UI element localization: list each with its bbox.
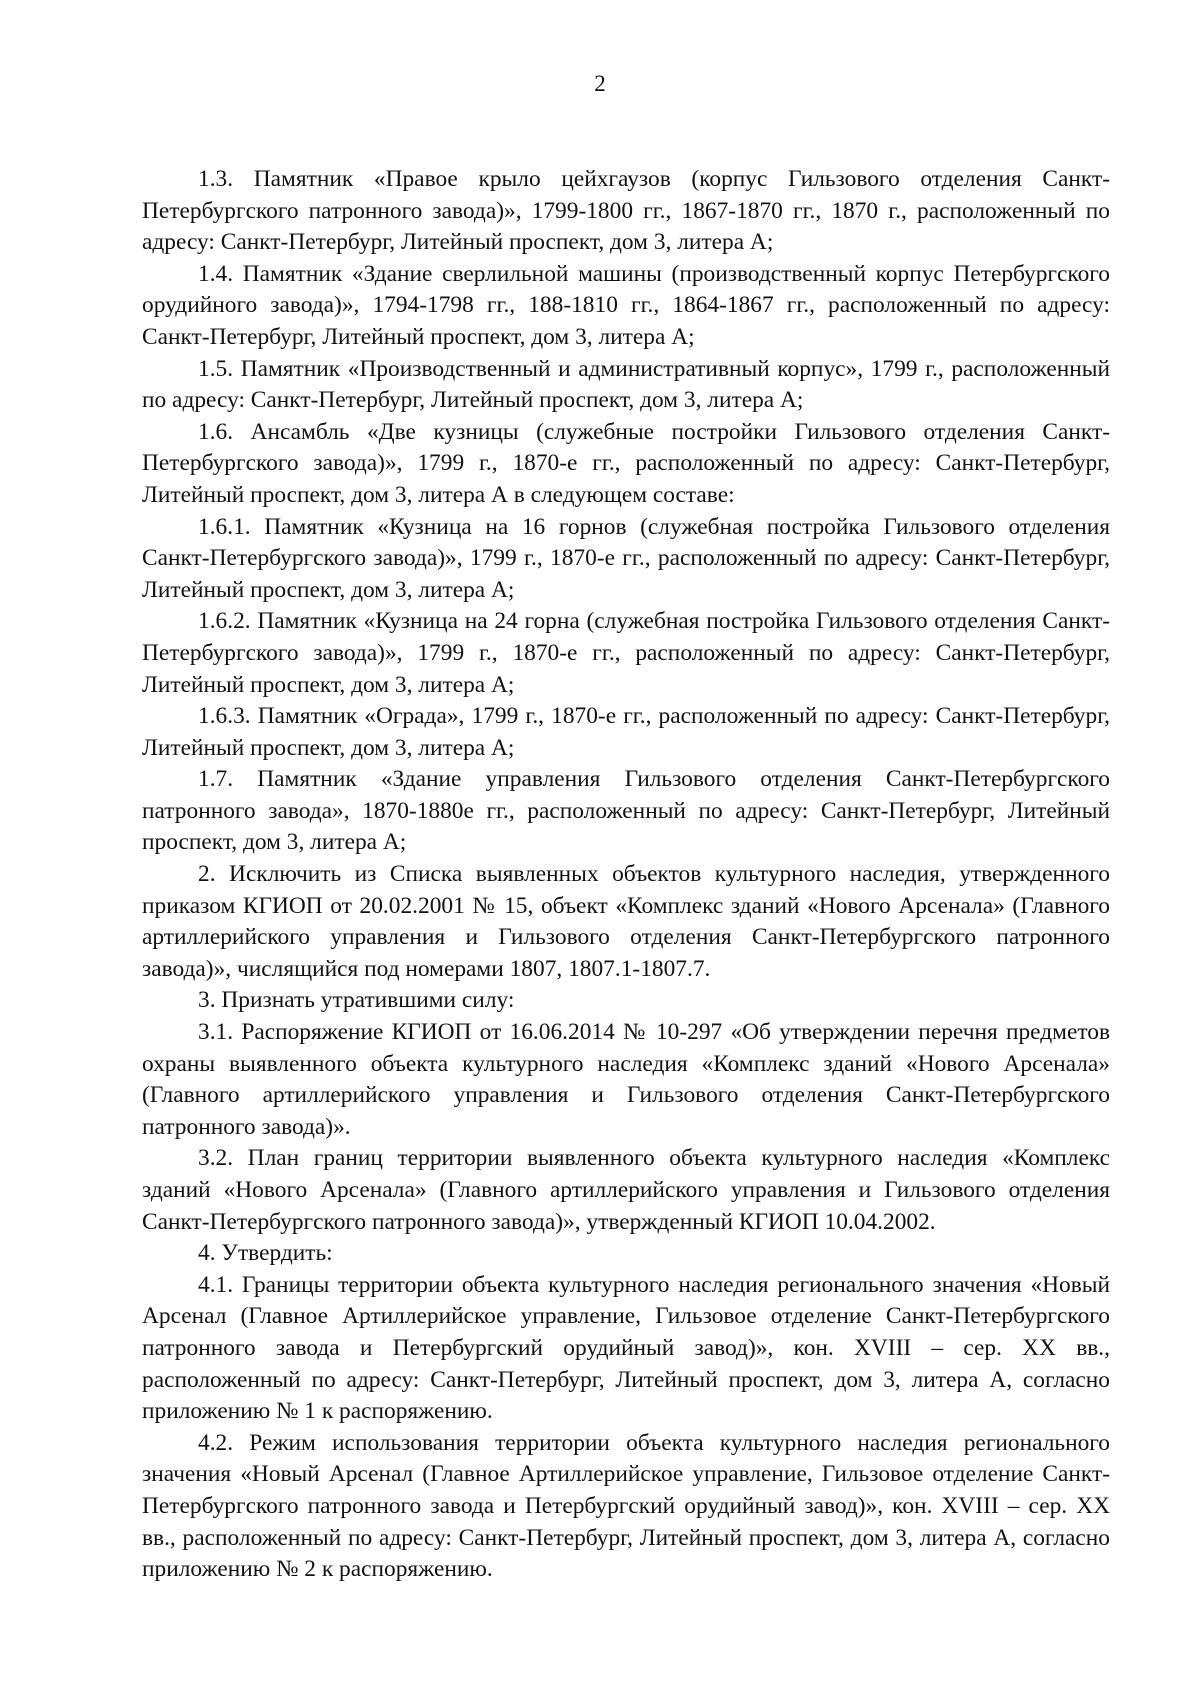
page-number: 2 <box>594 71 606 96</box>
paragraph-1-6-1: 1.6.1. Памятник «Кузница на 16 горнов (служебная постройка Гильзового отделения Санкт-Петербургского завода)», 1799 г., 1870-е гг., расположенный по адресу: Санкт-Петербург, Литейный проспект, дом 3, литера А; <box>142 513 1110 603</box>
paragraph-1-7: 1.7. Памятник «Здание управления Гильзового отделения Санкт-Петербургского патронного завода», 1870-1880е гг., расположенный по адресу: Санкт-Петербург, Литейный проспект, дом 3, литера А; <box>142 766 1110 856</box>
paragraph-2: 2. Исключить из Списка выявленных объектов культурного наследия, утвержденного приказом КГИОП от 20.02.2001 № 15, объект «Комплекс зданий «Нового Арсенала» (Главного артиллерийского управления и Гильзового отделения Санкт-Петербургского патронного завода)», числящийся под номерами 1807, 1807.1-1807.7. <box>142 861 1110 982</box>
paragraph-3-2: 3.2. План границ территории выявленного объекта культурного наследия «Комплекс зданий «Нового Арсенала» (Главного артиллерийского управления и Гильзового отделения Санкт-Петербургского патронного завода)», утвержденный КГИОП 10.04.2002. <box>142 1145 1110 1235</box>
paragraph-4-2: 4.2. Режим использования территории объекта культурного наследия регионального значения «Новый Арсенал (Главное Артиллерийское управление, Гильзовое отделение Санкт-Петербургского патронного завода и Петербургский орудийный завод)», кон. XVIII – сер. XX вв., расположенный по адресу: Санкт-Петербург, Литейный проспект, дом 3, литера А, согласно приложению № 2 к распоряжению. <box>142 1429 1110 1583</box>
paragraph-1-5: 1.5. Памятник «Производственный и административный корпус», 1799 г., расположенный по адресу: Санкт-Петербург, Литейный проспект, дом 3, литера А; <box>142 355 1110 414</box>
paragraph-1-6-3: 1.6.3. Памятник «Ограда», 1799 г., 1870-е гг., расположенный по адресу: Санкт-Петербург, Литейный проспект, дом 3, литера А; <box>142 703 1110 761</box>
paragraph-3-1: 3.1. Распоряжение КГИОП от 16.06.2014 № 10-297 «Об утверждении перечня предметов охраны выявленного объекта культурного наследия «Комплекс зданий «Нового Арсенала» (Главного артиллерийского управления и Гильзового отделения Санкт-Петербургского патронного завода)». <box>142 1019 1110 1140</box>
paragraph-1-3: 1.3. Памятник «Правое крыло цейхгаузов (корпус Гильзового отделения Санкт-Петербургского патронного завода)», 1799-1800 гг., 1867-1870 гг., 1870 г., расположенный по адресу: Санкт-Петербург, Литейный проспект, дом 3, литера А; <box>142 166 1110 256</box>
paragraph-1-6: 1.6. Ансамбль «Две кузницы (служебные постройки Гильзового отделения Санкт-Петербургского завода)», 1799 г., 1870-е гг., расположенный по адресу: Санкт-Петербург, Литейный проспект, дом 3, литера А в следующем составе: <box>142 418 1110 508</box>
paragraph-1-6-2: 1.6.2. Памятник «Кузница на 24 горна (служебная постройка Гильзового отделения Санкт-Петербургского завода)», 1799 г., 1870-е гг., расположенный по адресу: Санкт-Петербург, Литейный проспект, дом 3, литера А; <box>142 608 1110 698</box>
document-body <box>142 164 1110 1586</box>
paragraph-1-4: 1.4. Памятник «Здание сверлильной машины (производственный корпус Петербургского орудийного завода)», 1794-1798 гг., 188-1810 гг., 1864-1867 гг., расположенный по адресу: Санкт-Петербург, Литейный проспект, дом 3, литера А; <box>142 260 1110 350</box>
paragraph-4-1: 4.1. Границы территории объекта культурного наследия регионального значения «Новый Арсенал (Главное Артиллерийское управление, Гильзовое отделение Санкт-Петербургского патронного завода и Петербургский орудийный завод)», кон. XVIII – сер. XX вв., расположенный по адресу: Санкт-Петербург, Литейный проспект, дом 3, литера А, согласно приложению № 1 к распоряжению. <box>142 1271 1110 1425</box>
paragraph-4: 4. Утвердить: <box>198 1240 333 1267</box>
paragraph-3: 3. Признать утратившими силу: <box>198 987 515 1014</box>
